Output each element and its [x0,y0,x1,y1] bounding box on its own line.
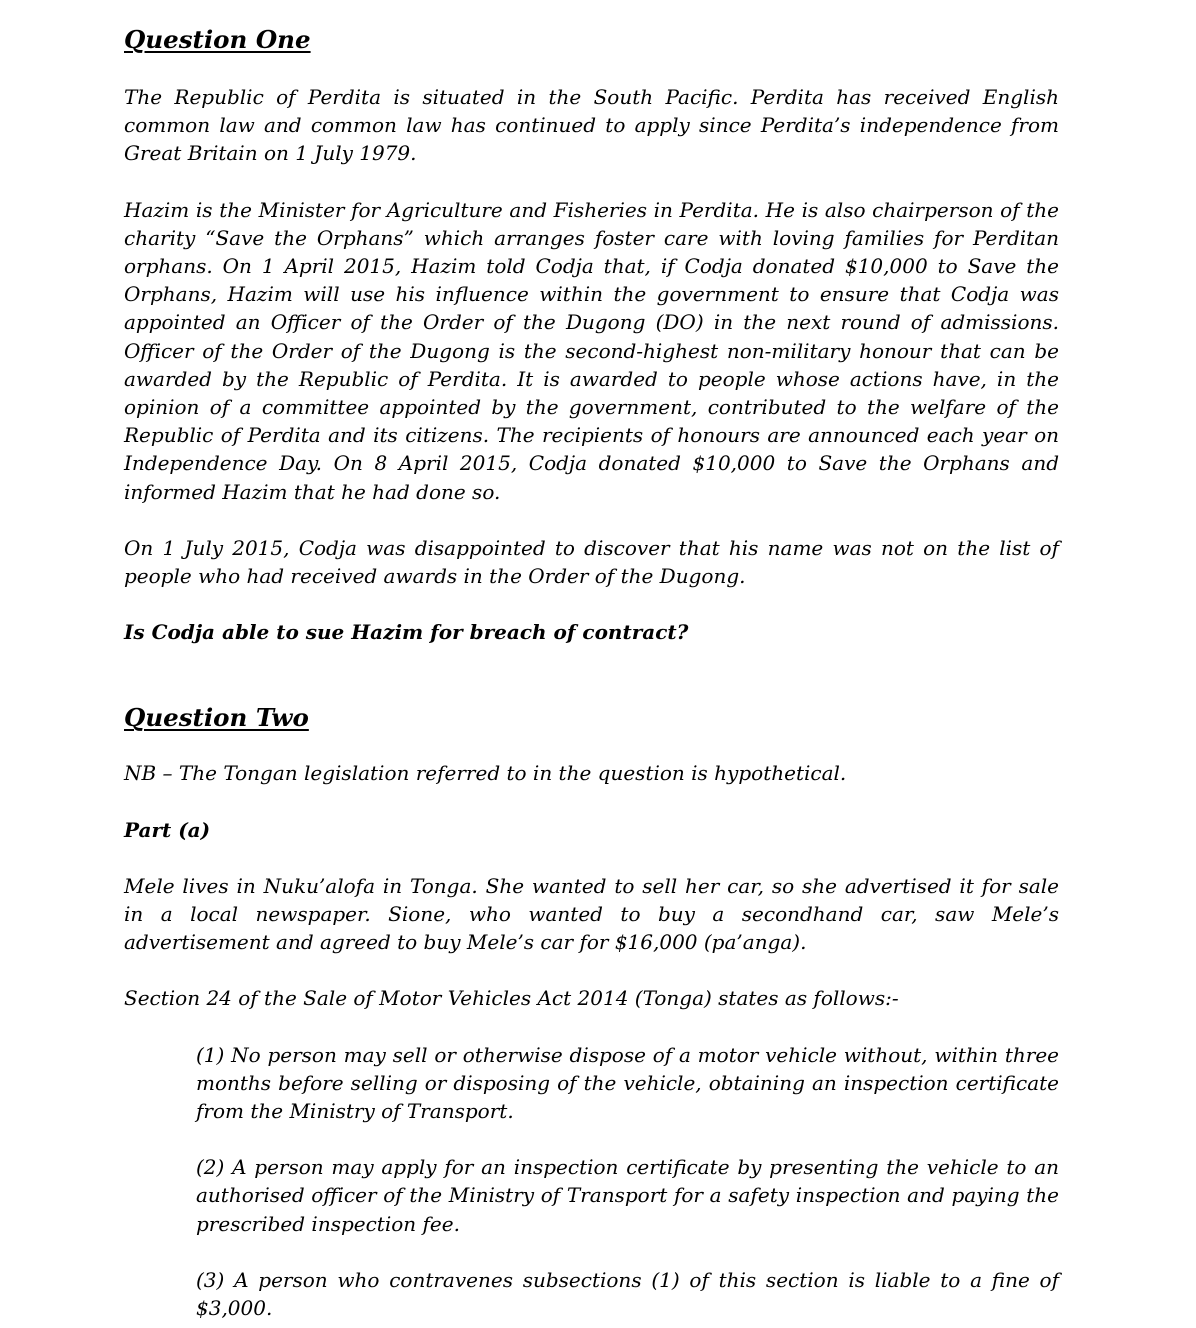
question-one-heading: Question One [124,25,311,54]
question-two-paragraph-2: Section 24 of the Sale of Motor Vehicles Act 2014 (Tonga) states as follows:- [124,986,899,1011]
question-two-paragraph-1: Mele lives in Nuku’alofa in Tonga. She wanted to sell her car, so she advertised it for sale in a local newspaper. Sione, who wanted to buy a secondhand car, saw Mele’s advertisement and agreed to buy Mele’s car for $16,000 (pa’anga). [124,873,1059,955]
question-two-note: NB – The Tongan legislation referred to in the question is hypothetical. [124,761,847,786]
statute-subsection-2: (2) A person may apply for an inspection certificate by presenting the vehicle to an authorised officer of the Ministry of Transport for a safety inspection and paying the prescribed inspection fee. [196,1155,1059,1236]
document-page [124,24,1059,1322]
question-one-paragraph-2: Hazim is the Minister for Agriculture and Fisheries in Perdita. He is also chairperson of the charity “Save the Orphans” which arranges foster care with loving families for Perditan orphans. On 1 April 2015, Hazim told Codja that, if Codja donated $10,000 to Save the Orphans, Hazim will use his influence within the government to ensure that Codja was appointed an Officer of the Order of the Dugong (DO) in the next round of admissions. Officer of the Order of the Dugong is the second-highest non-military honour that can be awarded by the Republic of Perdita. It is awarded to people whose actions have, in the opinion of a committee appointed by the government, contributed to the welfare of the Republic of Perdita and its citizens. The recipients of honours are announced each year on Independence Day. On 8 April 2015, Codja donated $10,000 to Save the Orphans and informed Hazim that he had done so. [124,197,1059,504]
statute-subsection-1: (1) No person may sell or otherwise dispose of a motor vehicle without, within three months before selling or disposing of the vehicle, obtaining an inspection certificate from the Ministry of Transport. [196,1042,1059,1124]
part-a-label: Part (a) [124,817,211,842]
question-one-paragraph-3: On 1 July 2015, Codja was disappointed to discover that his name was not on the list of people who had received awards in the Order of the Dugong. [124,535,1059,589]
question-one-paragraph-1: The Republic of Perdita is situated in the South Pacific. Perdita has received English common law and common law has continued to apply since Perdita’s independence from Great Britain on 1 July 1979. [124,85,1059,166]
statute-subsection-3: (3) A person who contravenes subsections (1) of this section is liable to a fine of $3,000. [196,1267,1059,1321]
question-two-heading: Question Two [124,703,309,733]
question-one-prompt: Is Codja able to sue Hazim for breach of contract? [124,620,689,645]
